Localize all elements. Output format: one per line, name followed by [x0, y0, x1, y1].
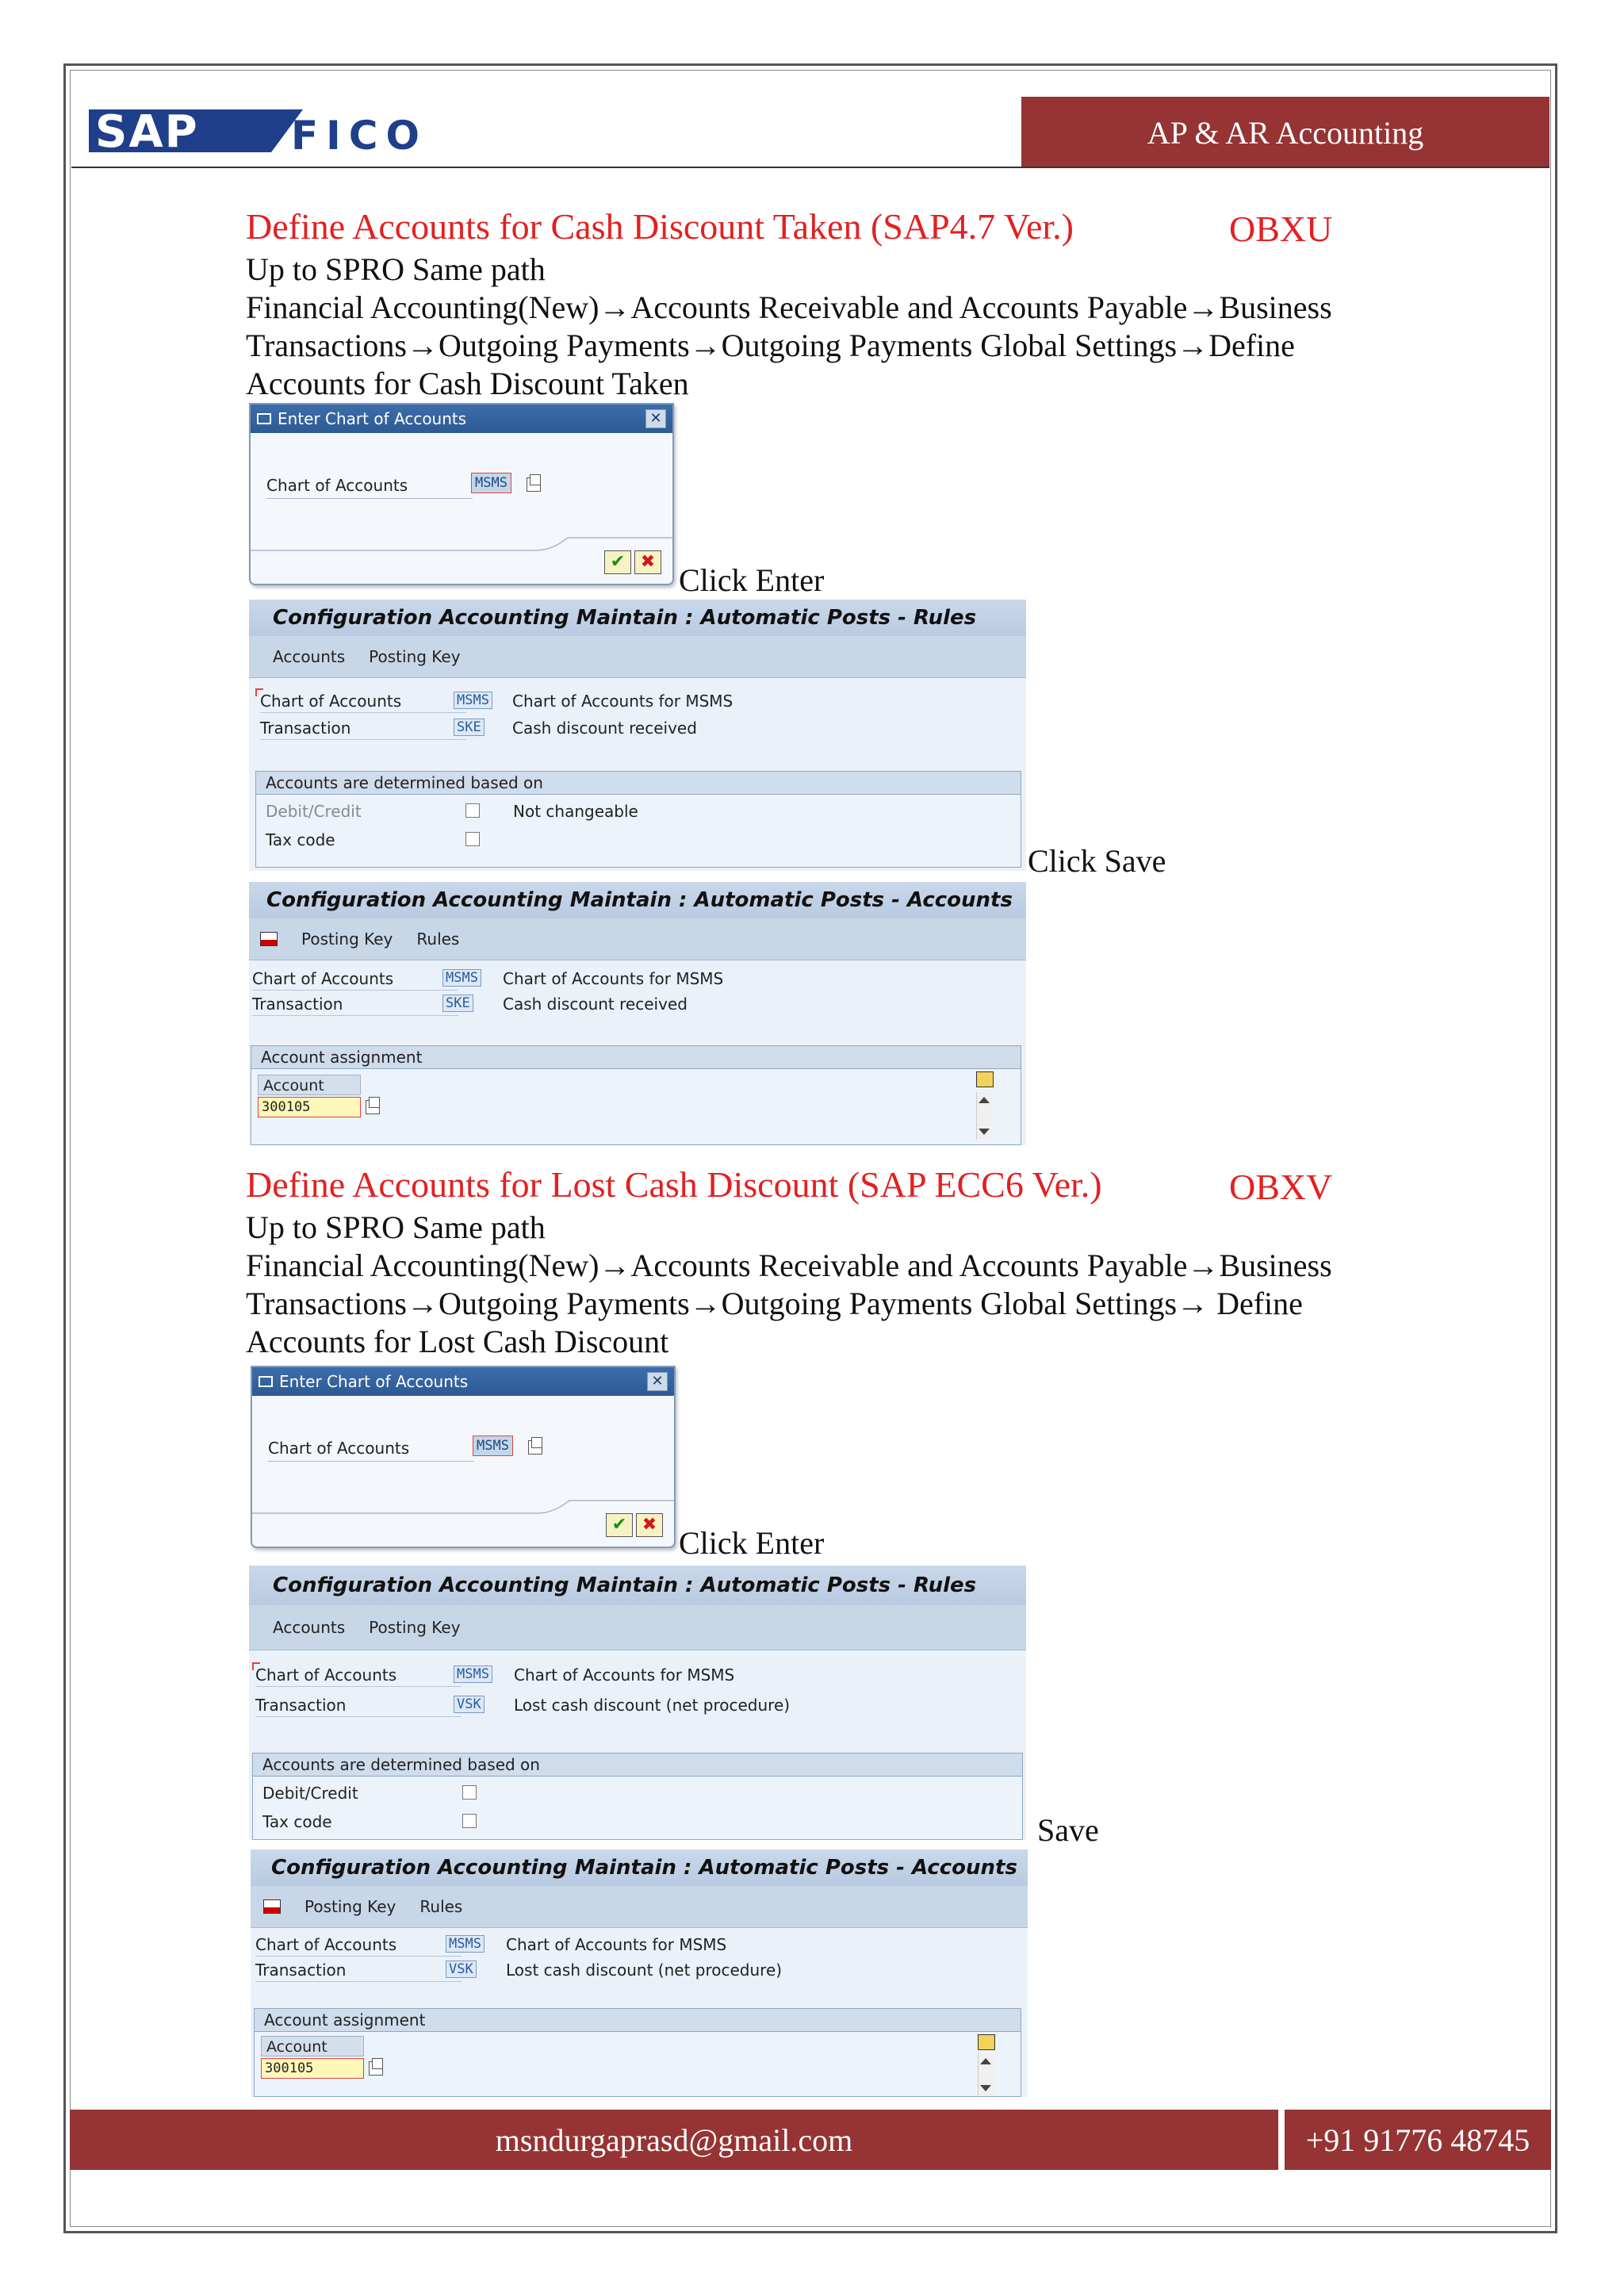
value-help-icon[interactable] [528, 1440, 542, 1455]
transaction-desc: Lost cash discount (net procedure) [506, 1961, 783, 1980]
chart-desc: Chart of Accounts for MSMS [503, 969, 724, 988]
account-column-header: Account [261, 2036, 364, 2056]
chart-desc: Chart of Accounts for MSMS [506, 1935, 727, 1954]
scroll-down-icon[interactable] [980, 2085, 991, 2091]
enter-chart-dialog-1 [249, 403, 674, 585]
chart-value[interactable]: MSMS [442, 969, 481, 987]
group-title: Account assignment [255, 2009, 1021, 2032]
chart-value[interactable]: MSMS [454, 1665, 492, 1683]
header-band: AP & AR Accounting [1021, 97, 1549, 168]
section2-caption-enter: Click Enter [679, 1525, 825, 1561]
determination-group [255, 771, 1021, 868]
dialog-titlebar [252, 1367, 674, 1396]
transaction-value[interactable]: SKE [454, 719, 485, 736]
debit-credit-label: Debit/Credit [266, 802, 362, 821]
section2-caption-save: Save [1037, 1812, 1099, 1848]
chart-desc: Chart of Accounts for MSMS [512, 692, 733, 711]
transaction-label: Transaction [255, 1696, 347, 1715]
row-line [252, 990, 458, 991]
group-title: Accounts are determined based on [253, 1754, 1022, 1777]
transaction-desc: Cash discount received [512, 719, 697, 738]
footer-phone: +91 91776 48745 [1285, 2110, 1551, 2170]
group-title: Account assignment [251, 1046, 1021, 1069]
section1-line2: Financial Accounting(New)→Accounts Receivable and Accounts Payable→Business [246, 289, 1332, 325]
group-title: Accounts are determined based on [256, 772, 1021, 795]
debit-credit-label: Debit/Credit [262, 1784, 358, 1803]
chart-label: Chart of Accounts [260, 692, 402, 711]
close-icon[interactable]: ✕ [645, 409, 666, 428]
transaction-label: Transaction [255, 1961, 347, 1980]
chart-label: Chart of Accounts [252, 969, 394, 988]
transaction-value[interactable]: VSK [454, 1696, 485, 1713]
transaction-value[interactable]: VSK [446, 1961, 477, 1978]
transaction-label: Transaction [252, 995, 343, 1014]
chart-of-accounts-label: Chart of Accounts [266, 476, 408, 495]
label-underline [268, 1461, 474, 1462]
toolbar-posting-key-button[interactable]: Posting Key [304, 1897, 396, 1916]
scroll-down-icon[interactable] [979, 1129, 990, 1135]
debit-credit-checkbox[interactable] [465, 803, 480, 818]
section1-line3: Transactions→Outgoing Payments→Outgoing Payments Global Settings→Define [246, 328, 1295, 363]
section2-line2: Financial Accounting(New)→Accounts Receivable and Accounts Payable→Business [246, 1248, 1332, 1283]
chart-value[interactable]: MSMS [446, 1935, 485, 1953]
chart-of-accounts-label: Chart of Accounts [268, 1439, 410, 1458]
rules-panel-1 [249, 600, 1026, 871]
header-rule [71, 167, 1549, 168]
row-line [260, 712, 466, 713]
accounts-toolbar [249, 918, 1026, 960]
accounts-toolbar [251, 1886, 1028, 1928]
toolbar-posting-key-button[interactable]: Posting Key [301, 930, 393, 949]
value-help-icon[interactable] [527, 477, 541, 492]
section2-line1: Up to SPRO Same path [246, 1209, 546, 1245]
vertical-scrollbar[interactable] [978, 2053, 994, 2096]
tax-code-checkbox[interactable] [462, 1814, 477, 1828]
toolbar-accounts-button[interactable]: Accounts [273, 647, 346, 666]
label-underline [266, 498, 473, 499]
chart-of-accounts-input[interactable]: MSMS [473, 1435, 513, 1456]
save-icon[interactable] [260, 932, 278, 946]
svg-text:FICO: FICO [291, 113, 427, 159]
transaction-label: Transaction [260, 719, 351, 738]
footer-email: msndurgaprasd@gmail.com [70, 2110, 1278, 2170]
row-line [255, 1716, 462, 1717]
section1-caption-save: Click Save [1028, 843, 1166, 879]
rules-panel-title: Configuration Accounting Maintain : Automatic Posts - Rules [249, 600, 1026, 636]
rules-panel-title: Configuration Accounting Maintain : Automatic Posts - Rules [249, 1566, 1026, 1605]
chart-desc: Chart of Accounts for MSMS [514, 1665, 735, 1685]
section2-tcode: OBXV [1229, 1167, 1333, 1207]
account-column-header: Account [258, 1075, 361, 1095]
cancel-x-icon[interactable]: ✖ [634, 550, 661, 574]
close-icon[interactable]: ✕ [647, 1372, 668, 1391]
toolbar-rules-button[interactable]: Rules [419, 1897, 463, 1916]
value-help-icon[interactable] [369, 2061, 383, 2076]
account-assignment-group [251, 1045, 1021, 1145]
section2-title: Define Accounts for Lost Cash Discount (SAP ECC6 Ver.) [246, 1164, 1102, 1205]
section2-line4: Accounts for Lost Cash Discount [246, 1324, 669, 1359]
accounts-panel-title: Configuration Accounting Maintain : Automatic Posts - Accounts [251, 1849, 1028, 1886]
dialog-titlebar [251, 404, 672, 433]
chart-label: Chart of Accounts [255, 1665, 397, 1685]
vertical-scrollbar[interactable] [976, 1092, 993, 1140]
sap-fico-logo [89, 103, 588, 159]
enter-chart-dialog-2 [251, 1366, 676, 1548]
tax-code-checkbox[interactable] [465, 832, 480, 846]
table-settings-icon[interactable] [978, 2034, 995, 2050]
svg-text:SAP: SAP [95, 106, 199, 158]
transaction-desc: Cash discount received [503, 995, 688, 1014]
section1-tcode: OBXU [1229, 209, 1333, 249]
chart-value[interactable]: MSMS [454, 692, 492, 709]
table-settings-icon[interactable] [976, 1071, 994, 1087]
section1-title: Define Accounts for Cash Discount Taken (SAP4.7 Ver.) [246, 206, 1074, 247]
not-changeable-note: Not changeable [513, 802, 638, 821]
accounts-panel-1 [249, 882, 1026, 1145]
section2-line3: Transactions→Outgoing Payments→Outgoing Payments Global Settings→ Define [246, 1286, 1303, 1321]
toolbar-posting-key-button[interactable]: Posting Key [369, 1618, 461, 1637]
determination-group [252, 1753, 1023, 1840]
window-icon [257, 413, 271, 424]
toolbar-accounts-button[interactable]: Accounts [273, 1618, 346, 1637]
window-icon [259, 1376, 273, 1387]
section1-line1: Up to SPRO Same path [246, 251, 546, 287]
cancel-x-icon[interactable]: ✖ [636, 1513, 663, 1537]
chart-label: Chart of Accounts [255, 1935, 397, 1954]
toolbar-posting-key-button[interactable]: Posting Key [369, 647, 461, 666]
row-line [255, 1686, 462, 1687]
row-line [255, 1956, 462, 1957]
rules-toolbar [249, 1605, 1026, 1650]
scroll-up-icon[interactable] [979, 1097, 990, 1103]
chart-of-accounts-input[interactable]: MSMS [471, 473, 511, 493]
accounts-panel-2 [251, 1849, 1028, 2097]
save-icon[interactable] [263, 1899, 281, 1914]
dialog-title: Enter Chart of Accounts [278, 409, 467, 428]
dialog-title: Enter Chart of Accounts [279, 1372, 469, 1391]
rules-panel-2 [249, 1566, 1026, 1840]
tax-code-label: Tax code [266, 830, 335, 849]
section1-caption-enter: Click Enter [679, 562, 825, 598]
scroll-up-icon[interactable] [980, 2058, 991, 2064]
value-help-icon[interactable] [366, 1100, 380, 1114]
row-line [260, 739, 466, 740]
tax-code-label: Tax code [262, 1812, 332, 1831]
accounts-panel-title: Configuration Accounting Maintain : Automatic Posts - Accounts [249, 882, 1026, 918]
account-assignment-group [254, 2008, 1021, 2097]
account-cell[interactable]: 300105 [261, 2058, 364, 2079]
account-cell[interactable]: 300105 [258, 1097, 361, 1117]
rules-toolbar [249, 636, 1026, 678]
toolbar-rules-button[interactable]: Rules [416, 930, 460, 949]
transaction-value[interactable]: SKE [442, 995, 473, 1012]
section1-line4: Accounts for Cash Discount Taken [246, 366, 689, 401]
row-line [255, 1981, 462, 1982]
row-line [252, 1015, 458, 1016]
confirm-check-icon[interactable]: ✔ [606, 1513, 633, 1537]
transaction-desc: Lost cash discount (net procedure) [514, 1696, 791, 1715]
confirm-check-icon[interactable]: ✔ [604, 550, 631, 574]
debit-credit-checkbox[interactable] [462, 1785, 477, 1800]
